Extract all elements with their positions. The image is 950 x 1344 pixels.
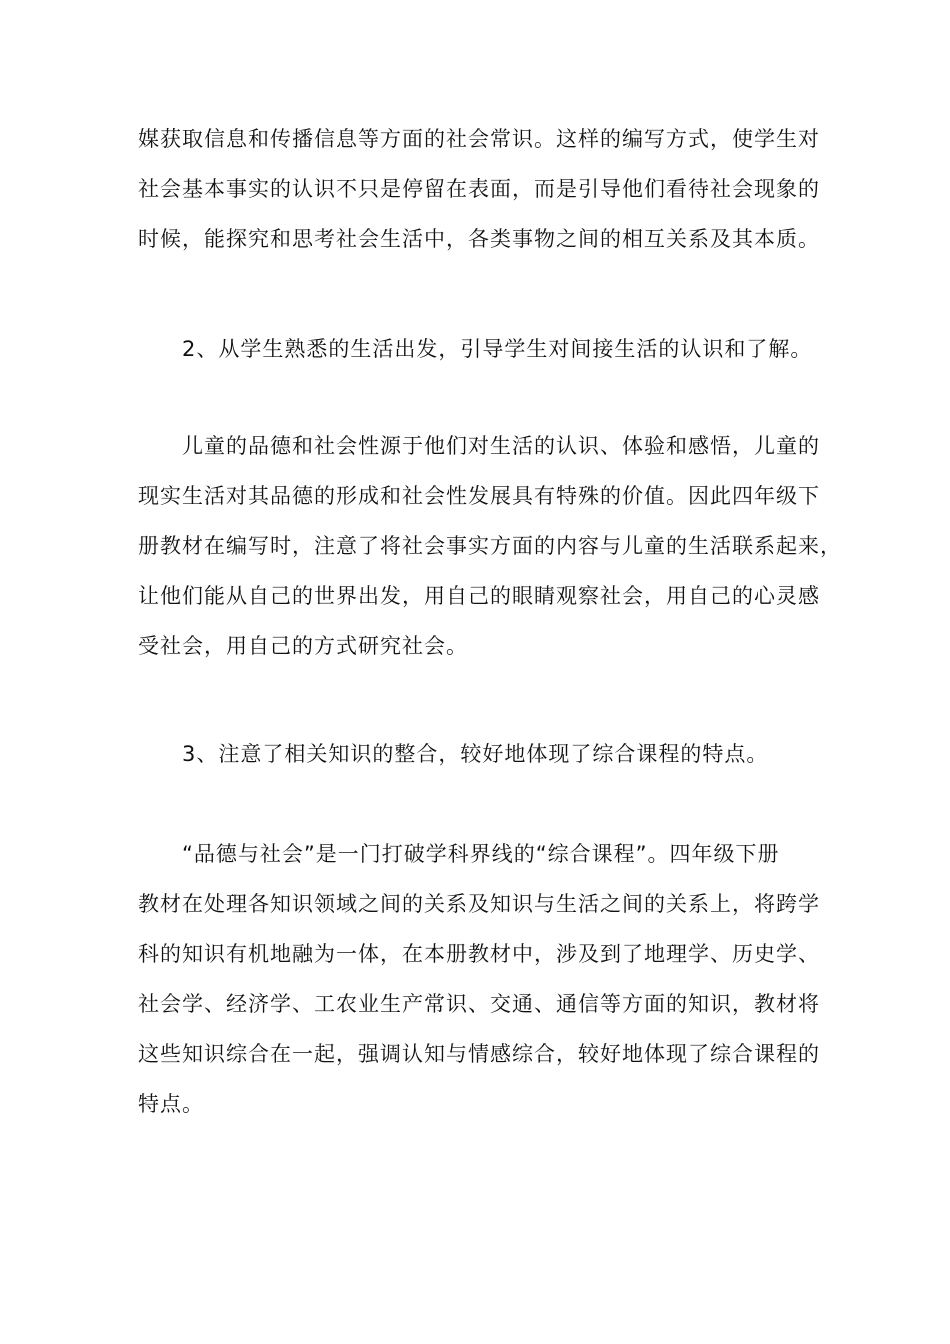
paragraph-1 [138, 114, 828, 264]
paragraph-3-line-1: “品德与社会”是一门打破学科界线的“综合课程”。四年级下册 [182, 842, 780, 866]
paragraph-2-line-4: 让他们能从自己的世界出发，用自己的眼睛观察社会，用自己的心灵感 [138, 584, 820, 608]
paragraph-3-line-6: 特点。 [138, 1092, 204, 1116]
paragraph-2-line-3: 册教材在编写时，注意了将社会事实方面的内容与儿童的生活联系起来， [138, 534, 842, 558]
paragraph-3-line-5: 这些知识综合在一起，强调认知与情感综合，较好地体现了综合课程的 [138, 1042, 820, 1066]
paragraph-1-line-2: 社会基本事实的认识不只是停留在表面，而是引导他们看待社会现象的 [138, 177, 820, 201]
paragraph-3-line-4: 社会学、经济学、工农业生产常识、交通、通信等方面的知识，教材将 [138, 992, 820, 1016]
paragraph-3-line-2: 教材在处理各知识领域之间的关系及知识与生活之间的关系上，将跨学 [138, 892, 820, 916]
section-heading-3: 3、注意了相关知识的整合，较好地体现了综合课程的特点。 [182, 742, 769, 766]
paragraph-2-line-1: 儿童的品德和社会性源于他们对生活的认识、体验和感悟，儿童的 [182, 434, 820, 458]
paragraph-3 [138, 829, 828, 1129]
paragraph-1-line-1: 媒获取信息和传播信息等方面的社会常识。这样的编写方式，使学生对 [138, 127, 820, 151]
section-heading-2: 2、从学生熟悉的生活出发，引导学生对间接生活的认识和了解。 [182, 337, 813, 361]
paragraph-1-line-3: 时候，能探究和思考社会生活中，各类事物之间的相互关系及其本质。 [138, 227, 820, 251]
paragraph-2-line-5: 受社会，用自己的方式研究社会。 [138, 634, 468, 658]
paragraph-3-line-3: 科的知识有机地融为一体，在本册教材中，涉及到了地理学、历史学、 [138, 942, 820, 966]
paragraph-2 [138, 421, 842, 671]
paragraph-2-line-2: 现实生活对其品德的形成和社会性发展具有特殊的价值。因此四年级下 [138, 484, 820, 508]
